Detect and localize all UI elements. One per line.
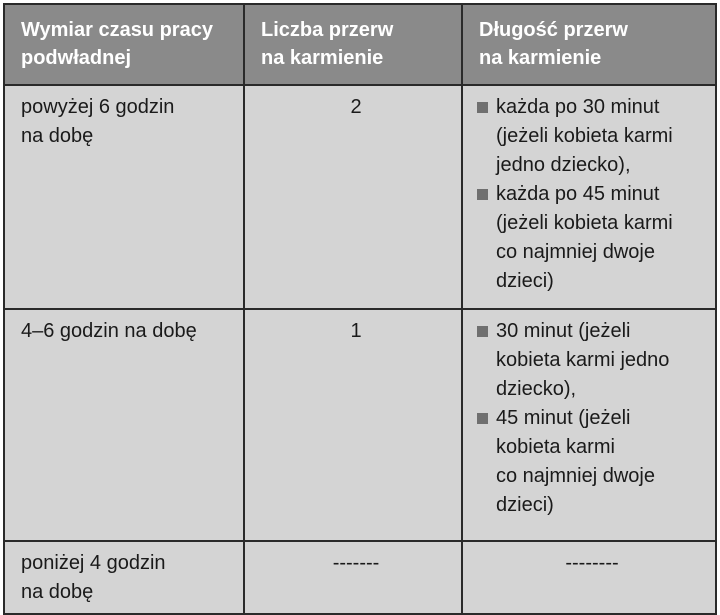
header-break-length [462,4,716,85]
duration-text-line2: (jeżeli kobieta karmi [496,212,673,234]
duration-text-line3: co najmniej dwoje [496,465,655,487]
break-length-cell [462,541,716,614]
breastfeeding-breaks-table [3,3,717,615]
table-header-row [4,4,716,85]
duration-text-line4: dzieci) [496,494,554,516]
duration-text-line1: 30 minut (jeżeli [496,320,631,342]
duration-text-line1: każda po 30 minut [496,96,660,118]
duration-text-line2: kobieta karmi [496,436,615,458]
working-time-cell [4,309,244,541]
break-length-value: -------- [565,552,619,574]
break-count-value: ------- [332,552,380,574]
break-count-cell [244,541,462,614]
header-working-time [4,4,244,85]
duration-text-line2: (jeżeli kobieta karmi [496,125,673,147]
header-break-length-line1: Długość przerw [479,19,628,41]
header-break-length-line2: na karmienie [479,47,602,69]
square-bullet-icon [477,189,488,200]
duration-bullet-item [477,180,707,296]
table-row [4,541,716,614]
working-time-cell [4,541,244,614]
duration-text-line2: kobieta karmi jedno [496,349,670,371]
duration-text-line3: co najmniej dwoje [496,241,655,263]
square-bullet-icon [477,102,488,113]
working-time-cell [4,85,244,309]
duration-text [496,93,707,180]
duration-text [496,180,707,296]
square-bullet-icon [477,326,488,337]
break-count-value: 1 [350,320,362,342]
header-break-count [244,4,462,85]
duration-bullet-item [477,404,707,520]
duration-text-line1: każda po 45 minut [496,183,660,205]
duration-text-line3: dziecko), [496,378,577,400]
duration-text-line4: dzieci) [496,270,554,292]
duration-text-line1: 45 minut (jeżeli [496,407,631,429]
header-break-count-line1: Liczba przerw [261,19,394,41]
breastfeeding-breaks-table-container [3,3,715,607]
header-break-count-line2: na karmienie [261,47,384,69]
working-time-line2: na dobę [21,581,94,603]
header-working-time-line2: podwładnej [21,47,131,69]
break-count-cell [244,85,462,309]
duration-text-line3: jedno dziecko), [496,154,631,176]
duration-bullet-item [477,93,707,180]
break-length-cell [462,309,716,541]
table-row [4,309,716,541]
duration-text [496,317,707,404]
break-length-cell [462,85,716,309]
break-count-value: 2 [350,96,362,118]
duration-bullet-item [477,317,707,404]
duration-text [496,404,707,520]
working-time-line1: 4–6 godzin na dobę [21,320,197,342]
working-time-line2: na dobę [21,125,94,147]
square-bullet-icon [477,413,488,424]
header-working-time-line1: Wymiar czasu pracy [21,19,213,41]
working-time-line1: poniżej 4 godzin [21,552,166,574]
table-row [4,85,716,309]
break-count-cell [244,309,462,541]
working-time-line1: powyżej 6 godzin [21,96,175,118]
